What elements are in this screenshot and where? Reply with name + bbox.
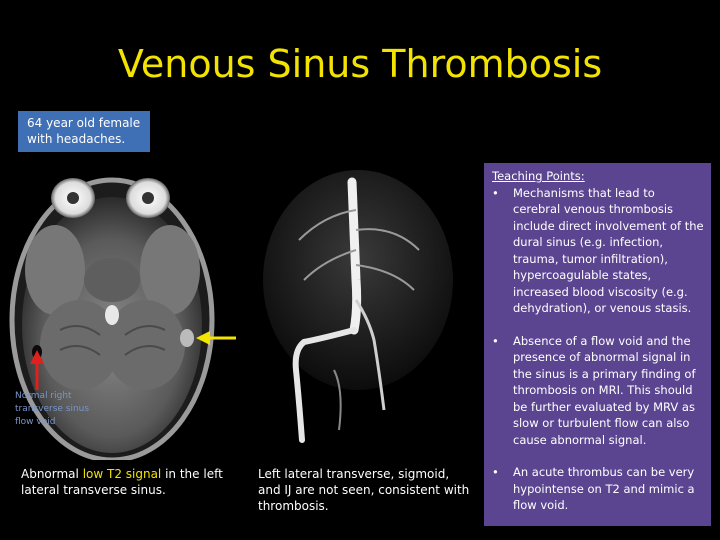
case-line-1: 64 year old female [27,116,141,130]
teaching-point-text: Absence of a flow void and the presence of abnormal signal in the sinus is a primary finding of thrombosis on MRI. This should be further evaluated by MRV as slow or turbulent flow can also cause abnormal signal. [513,333,696,447]
mr-venogram-image [244,170,482,460]
teaching-points-box [484,163,711,526]
bullet-icon: • [492,465,499,479]
caption-prefix: Abnormal [21,467,83,481]
caption-suffix: in the left lateral transverse sinus. [21,467,223,497]
case-line-2: with headaches. [27,132,126,146]
teaching-points-heading: Teaching Points: [492,169,585,183]
teaching-point-3 [492,464,705,514]
teaching-point-text: An acute thrombus can be very hypointense on T2 and mimic a flow void. [513,465,695,512]
teaching-point-1 [492,185,705,317]
axial-image-caption [21,466,231,498]
venogram-caption: Left lateral transverse, sigmoid, and IJ are not seen, consistent with thrombosis. [258,467,470,513]
teaching-point-text: Mechanisms that lead to cerebral venous thrombosis include direct involvement of the dural sinus (e.g. infection, trauma, tumor infiltration), hypercoagulable states, increased blood viscosity (e.g. dehydration), or venous stasis. [513,185,704,315]
normal-sinus-label: Normal right transverse sinus flow void [15,391,90,427]
bullet-icon: • [492,185,499,200]
case-description-box [18,111,150,152]
slide-title: Venous Sinus Thrombosis [117,42,603,86]
caption-highlight: low T2 signal [82,467,162,481]
teaching-point-2 [492,333,705,449]
bullet-icon: • [492,333,499,348]
